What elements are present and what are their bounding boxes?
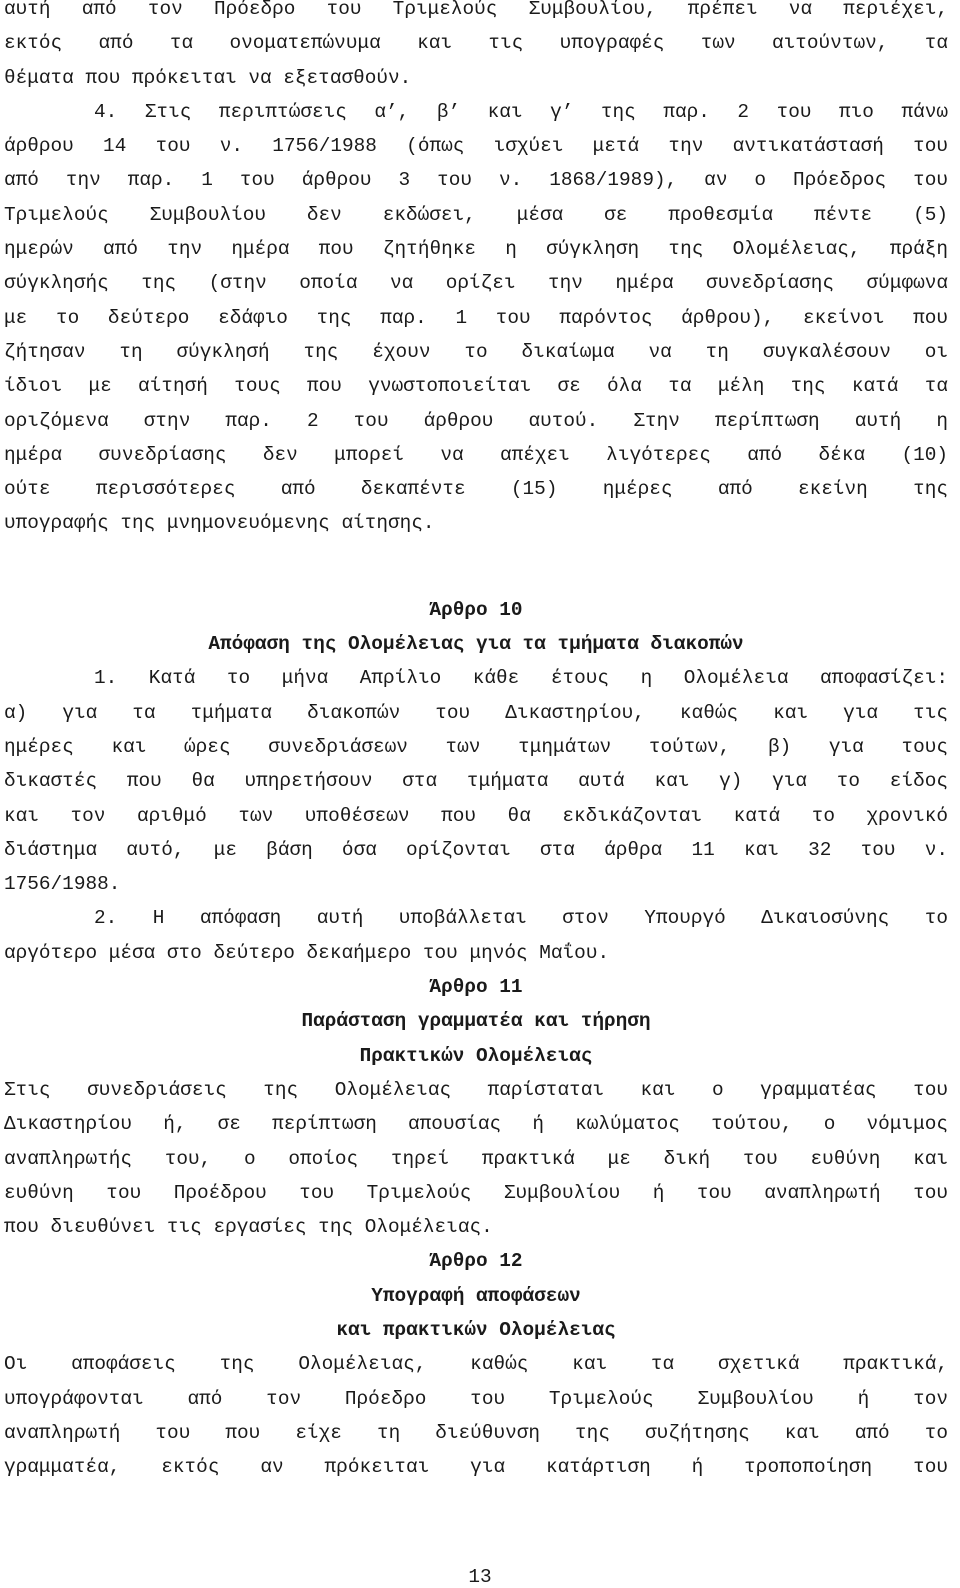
article-heading: Απόφαση της Ολομέλειας για τα τμήματα διακοπών: [208, 633, 744, 656]
text-line: ίδιοι με αίτησή τους που γνωστοποιείται σε όλα τα μέλη της κατά τα: [4, 375, 948, 398]
article-heading: και πρακτικών Ολομέλειας: [336, 1318, 616, 1341]
article-heading: Άρθρο 11: [429, 976, 523, 999]
text-line: αυτή από τον Πρόεδρο του Τριμελούς Συμβουλίου, πρέπει να περιέχει,: [4, 0, 948, 20]
text-line: 2. Η απόφαση αυτή υποβάλλεται στον Υπουργό Δικαιοσύνης το: [94, 907, 948, 930]
text-line: εκτός από τα ονοματεπώνυμα και τις υπογραφές των αιτούντων, τα: [4, 32, 948, 55]
text-line: ευθύνη του Προέδρου του Τριμελούς Συμβουλίου ή του αναπληρωτή του: [4, 1181, 948, 1204]
text-line: αναπληρωτή του που είχε τη διεύθυνση της συζήτησης και από το: [4, 1421, 948, 1444]
text-line: θέματα που πρόκειται να εξετασθούν.: [4, 66, 412, 89]
article-heading: Άρθρο 10: [429, 598, 523, 621]
text-line: υπογράφονται από τον Πρόεδρο του Τριμελούς Συμβουλίου ή τον: [4, 1387, 948, 1410]
text-line: άρθρου 14 του ν. 1756/1988 (όπως ισχύει μετά την αντικατάστασή του: [4, 135, 948, 158]
text-line: με το δεύτερο εδάφιο της παρ. 1 του παρόντος άρθρου), εκείνοι που: [4, 306, 948, 329]
text-line: αναπληρωτής του, ο οποίος τηρεί πρακτικά με δική του ευθύνη και: [4, 1147, 948, 1170]
text-line: ημέρα συνεδρίασης δεν μπορεί να απέχει λιγότερες από δέκα (10): [4, 443, 948, 466]
article-heading: Υπογραφή αποφάσεων: [371, 1284, 581, 1307]
text-line: διάστημα αυτό, με βάση όσα ορίζονται στα άρθρα 11 και 32 του ν.: [4, 838, 948, 861]
text-line: γραμματέα, εκτός αν πρόκειται για κατάρτιση ή τροποποίηση του: [4, 1456, 948, 1479]
article-heading: Πρακτικών Ολομέλειας: [359, 1044, 593, 1067]
document-body: [4, 0, 948, 1484]
text-line: Τριμελούς Συμβουλίου δεν εκδώσει, μέσα σε προθεσμία πέντε (5): [4, 203, 948, 226]
text-line: α) για τα τμήματα διακοπών του Δικαστηρίου, καθώς και για τις: [4, 701, 948, 724]
text-line: οριζόμενα στην παρ. 2 του άρθρου αυτού. Στην περίπτωση αυτή η: [4, 409, 948, 432]
text-line: 4. Στις περιπτώσεις α’, β’ και γ’ της παρ. 2 του πιο πάνω: [94, 100, 948, 123]
text-line: Οι αποφάσεις της Ολομέλειας, καθώς και τα σχετικά πρακτικά,: [4, 1353, 948, 1376]
article-heading: Άρθρο 12: [429, 1250, 523, 1273]
text-line: δικαστές που θα υπηρετήσουν στα τμήματα αυτά και γ) για το είδος: [4, 770, 948, 793]
text-line: 1. Κατά το μήνα Απρίλιο κάθε έτους η Ολομέλεια αποφασίζει:: [94, 667, 948, 690]
article-heading: Παράσταση γραμματέα και τήρηση: [301, 1010, 651, 1033]
text-line: και τον αριθμό των υποθέσεων που θα εκδικάζονται κατά το χρονικό: [4, 804, 948, 827]
text-line: Στις συνεδριάσεις της Ολομέλειας παρίσταται και ο γραμματέας του: [4, 1078, 948, 1101]
text-line: ζήτησαν τη σύγκλησή της έχουν το δικαίωμα να τη συγκαλέσουν οι: [4, 340, 948, 363]
text-line: ημέρες και ώρες συνεδριάσεων των τμημάτων τούτων, β) για τους: [4, 735, 948, 758]
page-number: 13: [468, 1566, 492, 1588]
section-spacer: [4, 541, 948, 593]
text-line: από την παρ. 1 του άρθρου 3 του ν. 1868/1989), αν ο Πρόεδρος του: [4, 169, 948, 192]
text-line: υπογραφής της μνημονευόμενης αίτησης.: [4, 512, 435, 535]
text-line: Δικαστηρίου ή, σε περίπτωση απουσίας ή κωλύματος τούτου, ο νόμιμος: [4, 1113, 948, 1136]
text-line: 1756/1988.: [4, 873, 121, 896]
text-line: σύγκλησής της (στην οποία να ορίζει την ημέρα συνεδρίασης σύμφωνα: [4, 272, 948, 295]
text-line: ημερών από την ημέρα που ζητήθηκε η σύγκληση της Ολομέλειας, πράξη: [4, 238, 948, 261]
text-line: ούτε περισσότερες από δεκαπέντε (15) ημέρες από εκείνη της: [4, 478, 948, 501]
text-line: που διευθύνει τις εργασίες της Ολομέλειας.: [4, 1216, 493, 1239]
text-line: αργότερο μέσα στο δεύτερο δεκαήμερο του μηνός Μαΐου.: [4, 941, 610, 964]
